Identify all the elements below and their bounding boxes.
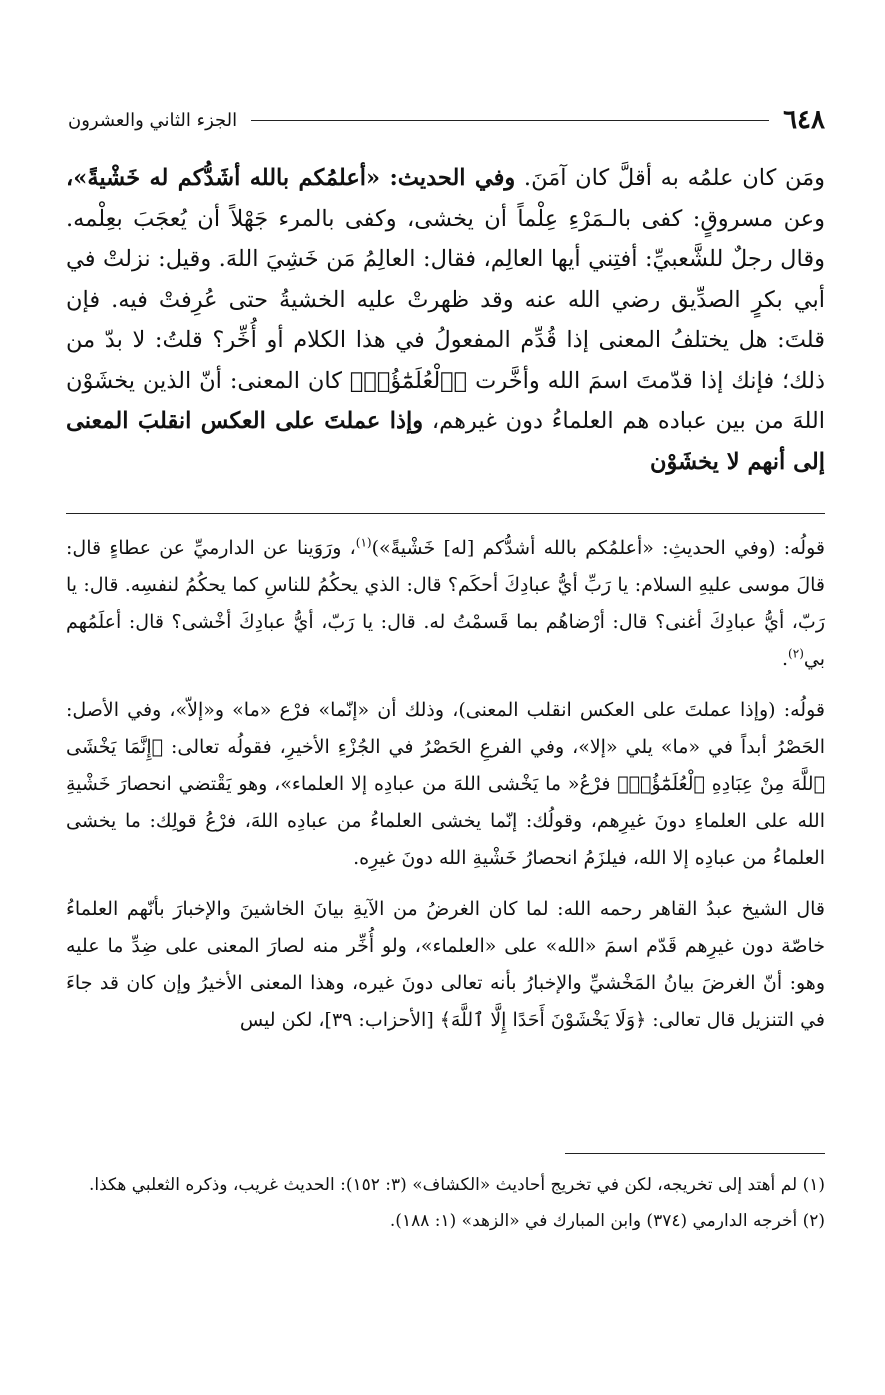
page-header [68,100,825,140]
emphasized-phrase: وإذا عملتَ على العكس انقلبَ المعنى إلى أنهم لا يخشَوْن [66,408,825,475]
footnotes [66,1170,825,1242]
footnote-1: (١) لم أهتد إلى تخريجه، لكن في تخريج أحاديث «الكشاف» (٣: ١٥٢): الحديث غريب، وذكره الثعلبي هكذا. [88,1175,825,1195]
commentary-text-end: . [782,648,789,670]
main-text [66,158,825,482]
footnote-ref-1[interactable]: (١) [355,535,372,550]
commentary-text: ، ورَوَينا عن الدارميِّ عن عطاءٍ قال: قالَ موسى عليهِ السلام: يا رَبِّ أيُّ عبادِكَ أحكَم؟ قال: الذي يحكُمُ للناسِ كما يحكُمُ لنفسِه. قال: يا رَبّ، أيُّ عبادِكَ أغنى؟ قال: أرْضاهُم بما قَسمْتُ له. قال: يا رَبّ، أيُّ عبادِكَ أخْشى؟ قال: أعلَمُهم بي [66,537,825,670]
commentary-text: ، وذلك أن «إنّما» فرْع «ما» و«إلاّ»، وفي الأصل: الحَصْرُ أبداً في «ما» يلي «إلا»، وفي الفرعِ الحَصْرُ في الجُزْءِ الأخيرِ، فقولُه تعالى: ﴿إِنَّمَا يَخْشَى ٱللَّهَ مِنْ عِبَادِهِ ٱلْعُلَمَٰٓؤُا۟﴾ فرْعُ« ما يَخْشى اللهَ من عبادِه إلا العلماء»، وهو يَقْتضي انحصارَ خَشْيةِ الله على العلماءِ دونَ غيرِهم، وقولُك: إنّما يخشى العلماءُ من عبادِه اللهَ، فرْعُ قولِك: ما يخشى العلماءُ من عبادِه إلا الله، فيلزَمُ انحصارُ خَشْيةِ الله دونَ غيرِه. [66,699,825,869]
main-paragraph [66,158,825,482]
hadith-quote: وفي الحديث: «أعلمُكم بالله أشَدُّكم له خَشْيةً»، [66,165,516,191]
main-text-part: ومَن كان علمُه به أقلَّ كان آمَنَ. [515,165,825,191]
text-commentary-divider [66,513,825,514]
volume-title: الجزء الثاني والعشرون [68,109,238,131]
commentary-lead: قولُه: (وفي الحديثِ: «أعلمُكم بالله أشدُّكم [له] خَشْيةً») [371,537,825,559]
commentary-paragraph-3 [66,891,825,1039]
main-text-part: وعن مسروقٍ: كفى بالـمَرْءِ عِلْماً أن يخشى، وكفى بالمرء جَهْلاً أن يُعجَبَ بعِلْمه. وقال رجلٌ للشَّعبيِّ: أفتِني أيها العالِم، فقال: العالِمُ مَن خَشِيَ اللهَ. وقيل: نزلتْ في أبي بكرٍ الصدِّيق رضي الله عنه وقد ظهرتْ عليه الخشيةُ حتى عُرِفتْ فيه. فإن قلتَ: هل يختلفُ المعنى إذا قُدِّم المفعولُ في هذا الكلام أو أُخِّر؟ قلتُ: لا بدّ من ذلك؛ فإنك إذا قدّمتَ اسمَ الله وأخَّرت ﴿ٱلْعُلَمَٰٓؤُا۟﴾ كان المعنى: أنّ الذين يخشَوْن اللهَ من بين عباده هم العلماءُ دون غيرهم، [66,205,825,434]
header-rule [251,120,769,121]
footnote-ref-2[interactable]: (٢) [788,646,804,661]
commentary-text: قال الشيخ عبدُ القاهر رحمه الله: لما كان الغرضُ من الآيةِ بيانَ الخاشينَ والإخبارَ بأنّهم العلماءُ خاصّة دون غيرِهم قَدّم اسمَ «الله» على «العلماء»، ولو أُخِّر منه لصارَ المعنى على ضِدِّ ما عليه وهو: أنّ الغرضَ بيانُ المَخْشيِّ والإخبارُ بأنه تعالى دونَ غيره، وهذا المعنى الأخيرُ وإن كان قد جاءَ في التنزيل قال تعالى: ﴿وَلَا يَخْشَوْنَ أَحَدًا إِلَّا ٱللَّهَ﴾ [الأحزاب: ٣٩]، لكن ليس [66,898,825,1031]
footnote-rule [565,1153,825,1154]
footnote-2: (٢) أخرجه الدارمي (٣٧٤) وابن المبارك في «الزهد» (١: ١٨٨). [389,1211,825,1231]
commentary-paragraph-2 [66,692,825,877]
commentary-lead: قولُه: (وإذا عملتَ على العكس انقلب المعنى) [458,699,825,721]
commentary-paragraph-1 [66,530,825,678]
commentary [66,530,825,1053]
page-number: ٦٤٨ [783,105,825,135]
